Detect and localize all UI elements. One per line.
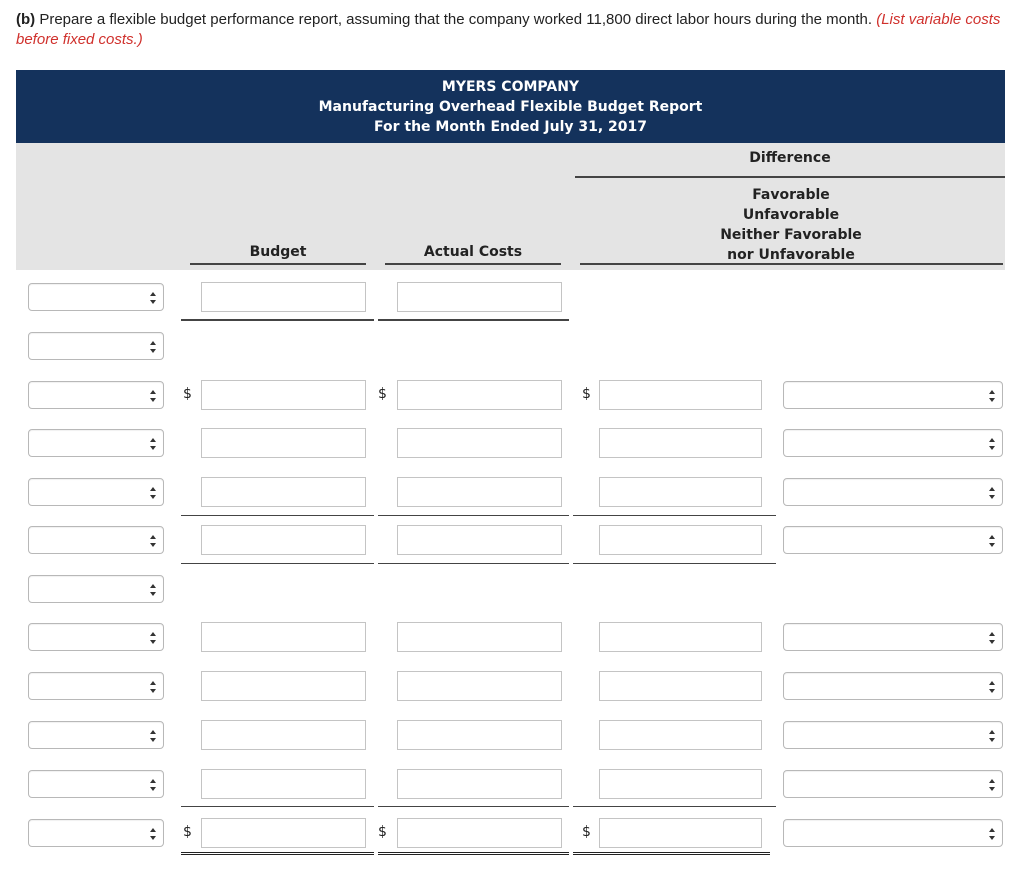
difference-input-row-4[interactable] xyxy=(599,428,762,458)
difference-type-select-row-4[interactable] xyxy=(783,429,1003,457)
actual-input-row-5[interactable] xyxy=(397,477,562,507)
currency-symbol-actual-row-3: $ xyxy=(378,386,387,402)
difference-header: Difference xyxy=(749,150,831,166)
select-arrows-icon xyxy=(989,486,995,500)
subtotal-rule-difference-2 xyxy=(573,515,776,516)
grand-total-rule-difference xyxy=(573,852,770,855)
budget-input-row-1[interactable] xyxy=(201,282,366,312)
actual-input-row-12[interactable] xyxy=(397,818,562,848)
difference-input-row-3[interactable] xyxy=(599,380,762,410)
select-arrows-icon xyxy=(989,534,995,548)
difference-input-row-10[interactable] xyxy=(599,720,762,750)
account-select-row-5[interactable] xyxy=(28,478,164,506)
budget-input-row-4[interactable] xyxy=(201,428,366,458)
select-arrows-icon xyxy=(989,389,995,403)
subtotal-rule-actual-2 xyxy=(378,515,569,516)
select-arrows-icon xyxy=(150,340,156,354)
difference-input-row-5[interactable] xyxy=(599,477,762,507)
company-name: MYERS COMPANY xyxy=(441,79,580,95)
report-title-band xyxy=(16,70,1005,143)
select-arrows-icon xyxy=(989,778,995,792)
actual-input-row-9[interactable] xyxy=(397,671,562,701)
account-select-row-9[interactable] xyxy=(28,672,164,700)
total-rule-actual-variable xyxy=(378,563,569,564)
select-arrows-icon xyxy=(989,827,995,841)
account-select-row-2[interactable] xyxy=(28,332,164,360)
select-arrows-icon xyxy=(150,583,156,597)
diff-option-unfavorable: Unfavorable xyxy=(742,207,840,223)
difference-type-select-row-3[interactable] xyxy=(783,381,1003,409)
actual-costs-header: Actual Costs xyxy=(423,244,523,260)
difference-type-select-row-6[interactable] xyxy=(783,526,1003,554)
instruction-text xyxy=(16,10,1008,50)
select-arrows-icon xyxy=(150,389,156,403)
difference-input-row-8[interactable] xyxy=(599,622,762,652)
select-arrows-icon xyxy=(150,631,156,645)
report-title: Manufacturing Overhead Flexible Budget Report xyxy=(318,99,703,115)
budget-header: Budget xyxy=(249,244,307,260)
difference-options-header xyxy=(575,185,1007,265)
difference-type-select-row-5[interactable] xyxy=(783,478,1003,506)
total-rule-difference-variable xyxy=(573,563,776,564)
diff-option-favorable: Favorable xyxy=(752,187,830,203)
budget-input-row-3[interactable] xyxy=(201,380,366,410)
budget-input-row-12[interactable] xyxy=(201,818,366,848)
budget-input-row-8[interactable] xyxy=(201,622,366,652)
select-arrows-icon xyxy=(150,534,156,548)
actual-header-rule xyxy=(385,263,561,265)
total-rule-budget-variable xyxy=(181,563,374,564)
instruction-body: Prepare a flexible budget performance report, assuming that the company worked 11,800 direct labor hours during the month. xyxy=(35,11,877,28)
budget-header-rule xyxy=(190,263,366,265)
select-arrows-icon xyxy=(150,729,156,743)
currency-symbol-budget-row-12: $ xyxy=(183,824,192,840)
subtotal-rule-budget-2 xyxy=(181,515,374,516)
actual-input-row-10[interactable] xyxy=(397,720,562,750)
budget-input-row-10[interactable] xyxy=(201,720,366,750)
diff-option-neither: Neither Favorable xyxy=(720,227,862,243)
actual-input-row-8[interactable] xyxy=(397,622,562,652)
budget-input-row-6[interactable] xyxy=(201,525,366,555)
select-arrows-icon xyxy=(989,729,995,743)
account-select-row-3[interactable] xyxy=(28,381,164,409)
select-arrows-icon xyxy=(150,291,156,305)
currency-symbol-actual-row-12: $ xyxy=(378,824,387,840)
instruction-hint: (List variable costs before fixed costs.) xyxy=(16,11,1001,48)
actual-input-row-4[interactable] xyxy=(397,428,562,458)
select-arrows-icon xyxy=(150,778,156,792)
select-arrows-icon xyxy=(150,680,156,694)
difference-type-select-row-9[interactable] xyxy=(783,672,1003,700)
difference-type-select-row-12[interactable] xyxy=(783,819,1003,847)
difference-input-row-6[interactable] xyxy=(599,525,762,555)
actual-input-row-11[interactable] xyxy=(397,769,562,799)
select-arrows-icon xyxy=(989,631,995,645)
budget-input-row-9[interactable] xyxy=(201,671,366,701)
currency-symbol-difference-row-3: $ xyxy=(582,386,591,402)
account-select-row-4[interactable] xyxy=(28,429,164,457)
currency-symbol-difference-row-12: $ xyxy=(582,824,591,840)
account-select-row-7[interactable] xyxy=(28,575,164,603)
subtotal-rule-budget-fixed xyxy=(181,806,374,807)
select-arrows-icon xyxy=(150,486,156,500)
difference-type-select-row-8[interactable] xyxy=(783,623,1003,651)
diff-option-nor: nor Unfavorable xyxy=(727,247,855,263)
difference-options-rule xyxy=(580,263,1003,265)
account-select-row-8[interactable] xyxy=(28,623,164,651)
subtotal-rule-difference-fixed xyxy=(573,806,776,807)
subtotal-rule-budget-1 xyxy=(181,319,374,321)
part-label: (b) xyxy=(16,11,36,28)
difference-input-row-11[interactable] xyxy=(599,769,762,799)
difference-type-select-row-10[interactable] xyxy=(783,721,1003,749)
currency-symbol-budget-row-3: $ xyxy=(183,386,192,402)
subtotal-rule-actual-fixed xyxy=(378,806,569,807)
grand-total-rule-budget xyxy=(181,852,374,855)
select-arrows-icon xyxy=(150,827,156,841)
difference-type-select-row-11[interactable] xyxy=(783,770,1003,798)
select-arrows-icon xyxy=(150,437,156,451)
actual-input-row-6[interactable] xyxy=(397,525,562,555)
actual-input-row-1[interactable] xyxy=(397,282,562,312)
account-select-row-11[interactable] xyxy=(28,770,164,798)
budget-input-row-11[interactable] xyxy=(201,769,366,799)
actual-input-row-3[interactable] xyxy=(397,380,562,410)
account-select-row-1[interactable] xyxy=(28,283,164,311)
account-select-row-10[interactable] xyxy=(28,721,164,749)
select-arrows-icon xyxy=(989,437,995,451)
budget-input-row-5[interactable] xyxy=(201,477,366,507)
subtotal-rule-actual-1 xyxy=(378,319,569,321)
report-period: For the Month Ended July 31, 2017 xyxy=(373,119,648,135)
account-select-row-12[interactable] xyxy=(28,819,164,847)
difference-input-row-9[interactable] xyxy=(599,671,762,701)
grand-total-rule-actual xyxy=(378,852,569,855)
difference-header-rule xyxy=(575,176,1005,178)
difference-input-row-12[interactable] xyxy=(599,818,762,848)
select-arrows-icon xyxy=(989,680,995,694)
account-select-row-6[interactable] xyxy=(28,526,164,554)
